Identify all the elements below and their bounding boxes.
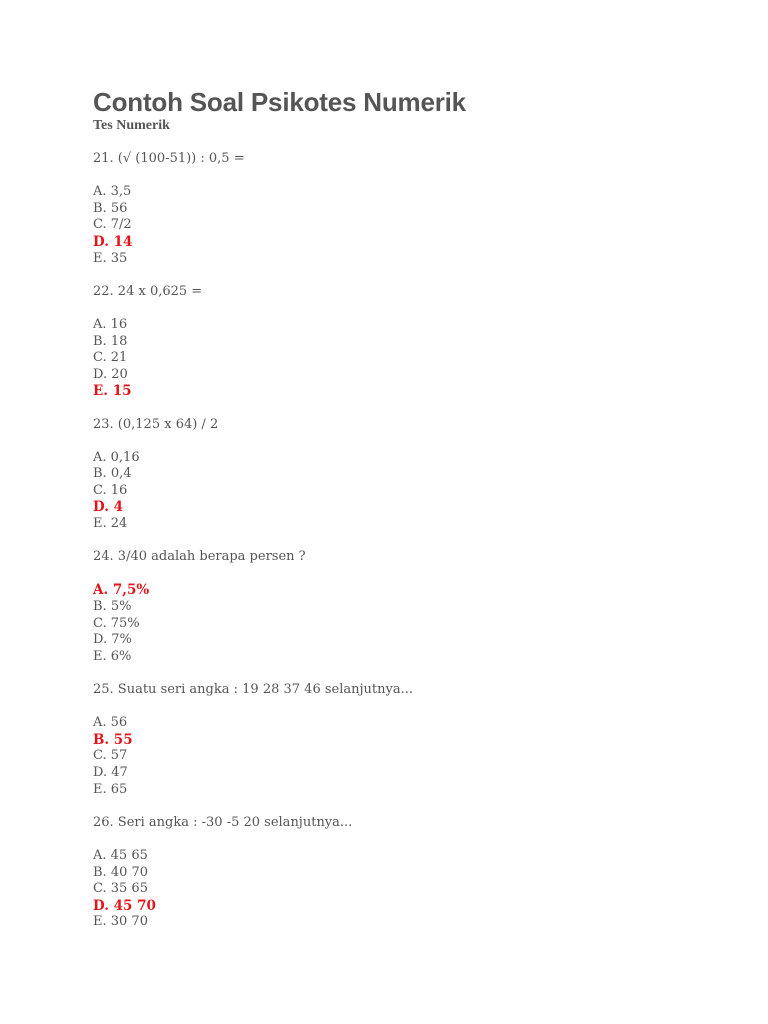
answer-option: C. 21 (93, 350, 128, 366)
answer-option: A. 3,5 (93, 184, 132, 200)
answer-option: D. 7% (93, 632, 132, 648)
answer-options (93, 184, 733, 267)
document-page (93, 86, 733, 931)
question-item (93, 682, 733, 798)
answer-option: D. 47 (93, 764, 128, 780)
answer-option: C. 57 (93, 748, 128, 764)
question-item (93, 151, 733, 267)
correct-answer-option: B. 55 (93, 731, 133, 748)
question-item (93, 284, 733, 400)
answer-option: A. 0,16 (93, 449, 140, 465)
section-subtitle: Tes Numerik (93, 118, 170, 133)
question-text: 25. Suatu seri angka : 19 28 37 46 selanjutnya... (93, 682, 413, 697)
answer-option: C. 7/2 (93, 217, 132, 233)
answer-options (93, 848, 733, 931)
question-text: 24. 3/40 adalah berapa persen ? (93, 549, 306, 565)
answer-option: B. 0,4 (93, 466, 132, 482)
correct-answer-option: D. 45 70 (93, 897, 156, 914)
page-title: Contoh Soal Psikotes Numerik (93, 87, 466, 117)
answer-options (93, 582, 733, 665)
answer-options (93, 317, 733, 400)
answer-options (93, 715, 733, 798)
answer-option: B. 56 (93, 200, 128, 216)
question-item (93, 417, 733, 533)
answer-option: E. 65 (93, 781, 128, 797)
question-text: 22. 24 x 0,625 = (93, 283, 203, 299)
answer-option: A. 56 (93, 715, 128, 731)
answer-option: C. 75% (93, 615, 140, 631)
answer-option: A. 16 (93, 316, 128, 332)
correct-answer-option: D. 14 (93, 233, 133, 250)
answer-option: D. 20 (93, 366, 128, 382)
answer-option: E. 35 (93, 250, 128, 266)
correct-answer-option: A. 7,5% (93, 582, 150, 599)
question-text: 26. Seri angka : -30 -5 20 selanjutnya... (93, 814, 353, 830)
answer-option: C. 35 65 (93, 881, 148, 897)
answer-option: B. 5% (93, 599, 132, 615)
question-text: 21. (√ (100-51)) : 0,5 = (93, 151, 245, 166)
answer-option: E. 30 70 (93, 914, 148, 930)
answer-option: B. 40 70 (93, 864, 149, 880)
answer-option: E. 6% (93, 648, 132, 664)
correct-answer-option: D. 4 (93, 499, 124, 516)
answer-option: A. 45 65 (93, 847, 148, 863)
question-text: 23. (0,125 x 64) / 2 (93, 416, 219, 432)
correct-answer-option: E. 15 (93, 383, 132, 400)
question-item (93, 815, 733, 931)
answer-option: C. 16 (93, 482, 128, 498)
answer-option: B. 18 (93, 333, 128, 349)
question-list (93, 151, 733, 931)
question-item (93, 549, 733, 665)
answer-option: E. 24 (93, 516, 128, 532)
answer-options (93, 450, 733, 533)
